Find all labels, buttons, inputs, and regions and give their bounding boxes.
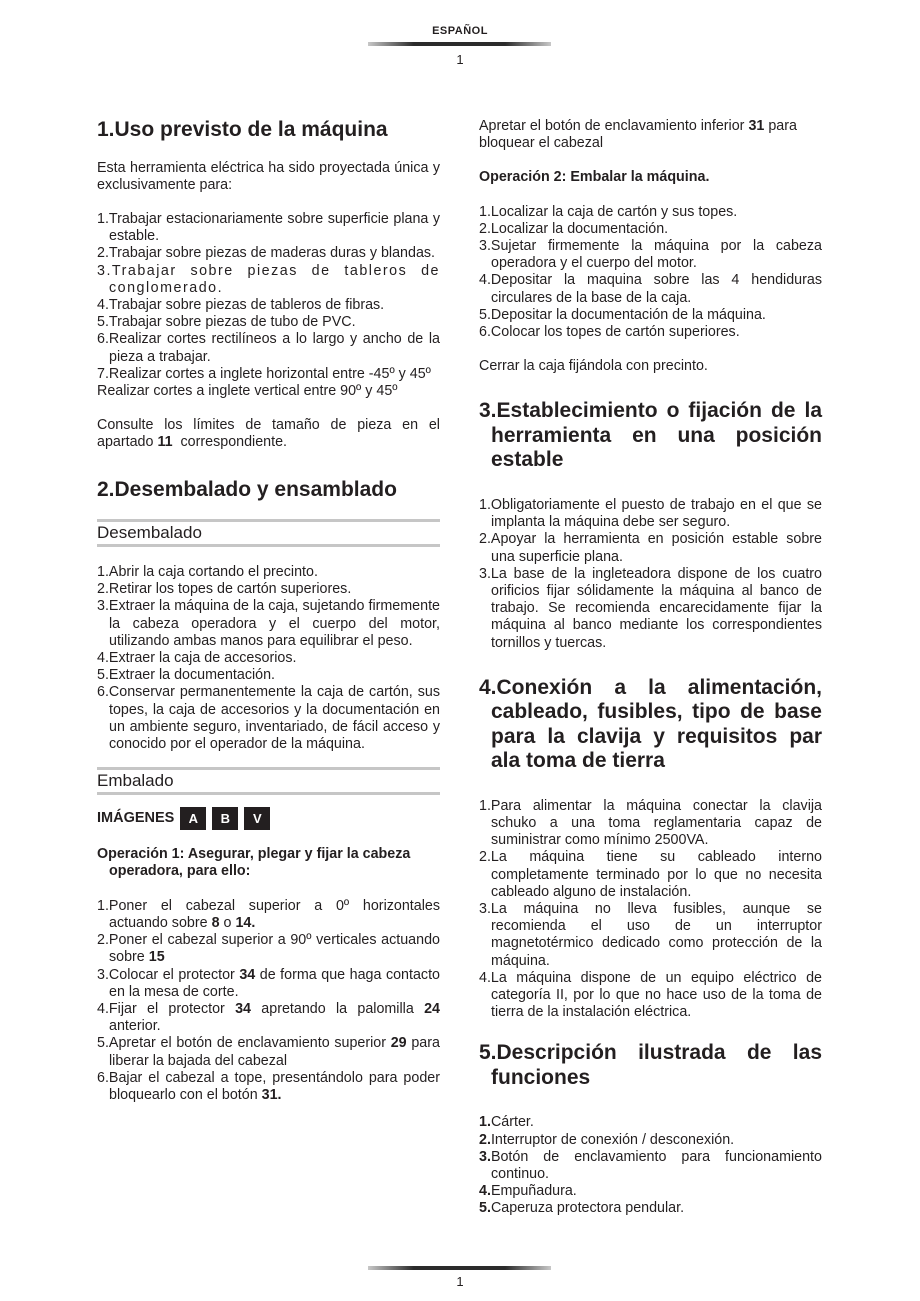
list-item: 6.Bajar el cabezal a tope, presentándolo para poder bloquearlo con el botón 31.: [97, 1069, 440, 1103]
image-badge-a: A: [180, 807, 206, 830]
list-item: 5.Trabajar sobre piezas de tubo de PVC.: [97, 314, 356, 331]
list-item: 4.Empuñadura.: [479, 1183, 577, 1200]
section-5-title: 5.Descripción ilustrada de las funciones: [479, 1041, 822, 1089]
section-1-list: [97, 211, 440, 383]
right-column: [479, 118, 822, 1218]
list-item: 2.Retirar los topes de cartón superiores.: [97, 581, 352, 598]
section-1-extra: Realizar cortes a inglete vertical entre 90º y 45º: [97, 382, 398, 399]
section-3-list: [479, 497, 822, 652]
list-item: 3.Botón de enclavamiento para funcionamiento continuo.: [479, 1148, 822, 1183]
list-item: 6.Colocar los topes de cartón superiores.: [479, 324, 740, 341]
list-item: 2.Trabajar sobre piezas de maderas duras y blandas.: [97, 245, 436, 262]
images-row: [97, 807, 440, 830]
list-item: 1.Para alimentar la máquina conectar la clavija schuko a una toma reglamentaria capaz de suministrar como mínimo 2500VA.: [479, 797, 822, 849]
list-item: 4.La máquina dispone de un equipo eléctrico de categoría II, por lo que no hace uso de la toma de tierra de la instalación eléctrica.: [479, 969, 822, 1021]
subheading-embalado: Embalado: [97, 767, 440, 795]
list-item: 4.Trabajar sobre piezas de tableros de fibras.: [97, 296, 385, 313]
list-item: 7.Realizar cortes a inglete horizontal entre -45º y 45º: [97, 365, 431, 382]
list-item: 2.Interruptor de conexión / desconexión.: [479, 1131, 735, 1148]
header-page-number: 1: [456, 52, 464, 67]
subheading-desembalado: Desembalado: [97, 519, 440, 547]
image-badge-v: V: [244, 807, 270, 830]
list-item: 5.Apretar el botón de enclavamiento superior 29 para liberar la bajada del cabezal: [97, 1035, 440, 1069]
list-item: 3.La máquina no lleva fusibles, aunque se recomienda el uso de un interruptor magnetotérmico dedicado como protección de la máquina.: [479, 900, 822, 969]
images-label: IMÁGENES: [97, 810, 175, 827]
section-1-limits: Consulte los límites de tamaño de pieza en el apartado 11 correspondiente.: [97, 417, 440, 451]
section-4-list: [479, 798, 822, 1022]
list-item: 3.Extraer la máquina de la caja, sujetando firmemente la cabeza operadora y el cuerpo del motor, utilizando ambas manos para equilibrar el peso.: [97, 598, 440, 649]
section-4-title: 4.Conexión a la alimentación, cableado, fusibles, tipo de base para la clavija y requisitos par ala toma de tierra: [479, 675, 822, 773]
list-item: 1.Obligatoriamente el puesto de trabajo en el que se implanta la máquina debe ser seguro.: [479, 496, 822, 531]
left-column: [97, 118, 440, 1104]
header-language: ESPAÑOL: [432, 25, 488, 37]
operation-2-list: [479, 204, 822, 342]
section-1-intro: Esta herramienta eléctrica ha sido proyectada única y exclusivamente para:: [97, 159, 440, 193]
list-item: 2.Apoyar la herramienta en posición estable sobre una superficie plana.: [479, 531, 822, 565]
operation-1-title: Operación 1: Asegurar, plegar y fijar la cabeza operadora, para ello:: [97, 846, 411, 880]
list-item: 3.Sujetar firmemente la máquina por la cabeza operadora y el cuerpo del motor.: [479, 238, 822, 272]
list-item: 1.Cárter.: [479, 1114, 534, 1131]
footer-rule: [368, 1266, 551, 1270]
list-item: 3.La base de la ingleteadora dispone de los cuatro orificios fijar sólidamente la máquina al banco de trabajo. Se recomienda encarecidamente fijar la máquina al banco mediante los correspondientes tornillos y tuercas.: [479, 565, 822, 651]
section-2-list: [97, 564, 440, 753]
list-item: 5.Caperuza protectora pendular.: [479, 1200, 685, 1217]
list-item: 4.Fijar el protector 34 apretando la palomilla 24 anterior.: [97, 1000, 440, 1035]
list-item: 6.Realizar cortes rectilíneos a lo largo y ancho de la pieza a trabajar.: [97, 331, 440, 365]
list-item: 1.Poner el cabezal superior a 0º horizontales actuando sobre 8 o 14.: [97, 897, 440, 931]
operation-1-continuation: Apretar el botón de enclavamiento inferior 31 para bloquear el cabezal: [479, 118, 797, 152]
list-item: 2.Poner el cabezal superior a 90º verticales actuando sobre 15: [97, 932, 440, 966]
list-item: 1.Localizar la caja de cartón y sus topes.: [479, 203, 738, 220]
list-item: 5.Depositar la documentación de la máquina.: [479, 306, 766, 323]
section-5-list: [479, 1114, 822, 1217]
close-box-text: Cerrar la caja fijándola con precinto.: [479, 358, 708, 375]
list-item: 3.Trabajar sobre piezas de tableros de conglomerado.: [97, 262, 440, 296]
list-item: 3.Colocar el protector 34 de forma que haga contacto en la mesa de corte.: [97, 966, 440, 1000]
image-badge-b: B: [212, 807, 238, 830]
header-rule: [368, 42, 551, 46]
list-item: 5.Extraer la documentación.: [97, 667, 276, 684]
footer-page-number: 1: [456, 1274, 464, 1289]
list-item: 1.Trabajar estacionariamente sobre superficie plana y estable.: [97, 210, 440, 245]
list-item: 2.Localizar la documentación.: [479, 220, 669, 237]
section-1-title: 1.Uso previsto de la máquina: [97, 118, 388, 141]
section-2-title: 2.Desembalado y ensamblado: [97, 477, 397, 501]
operation-1-list: [97, 898, 440, 1104]
list-item: 2.La máquina tiene su cableado interno completamente terminado por lo que no necesita cableado alguno de instalación.: [479, 849, 822, 900]
operation-2-title: Operación 2: Embalar la máquina.: [479, 169, 710, 186]
list-item: 4.Depositar la maquina sobre las 4 hendiduras circulares de la base de la caja.: [479, 272, 822, 306]
list-item: 1.Abrir la caja cortando el precinto.: [97, 564, 318, 581]
list-item: 6.Conservar permanentemente la caja de cartón, sus topes, la caja de accesorios y la documentación en un ambiente seguro, inventariado, de fácil acceso y conocido por el operador de la máquina.: [97, 684, 440, 753]
list-item: 4.Extraer la caja de accesorios.: [97, 650, 297, 667]
section-3-title: 3.Establecimiento o fijación de la herramienta en una posición estable: [479, 399, 822, 472]
